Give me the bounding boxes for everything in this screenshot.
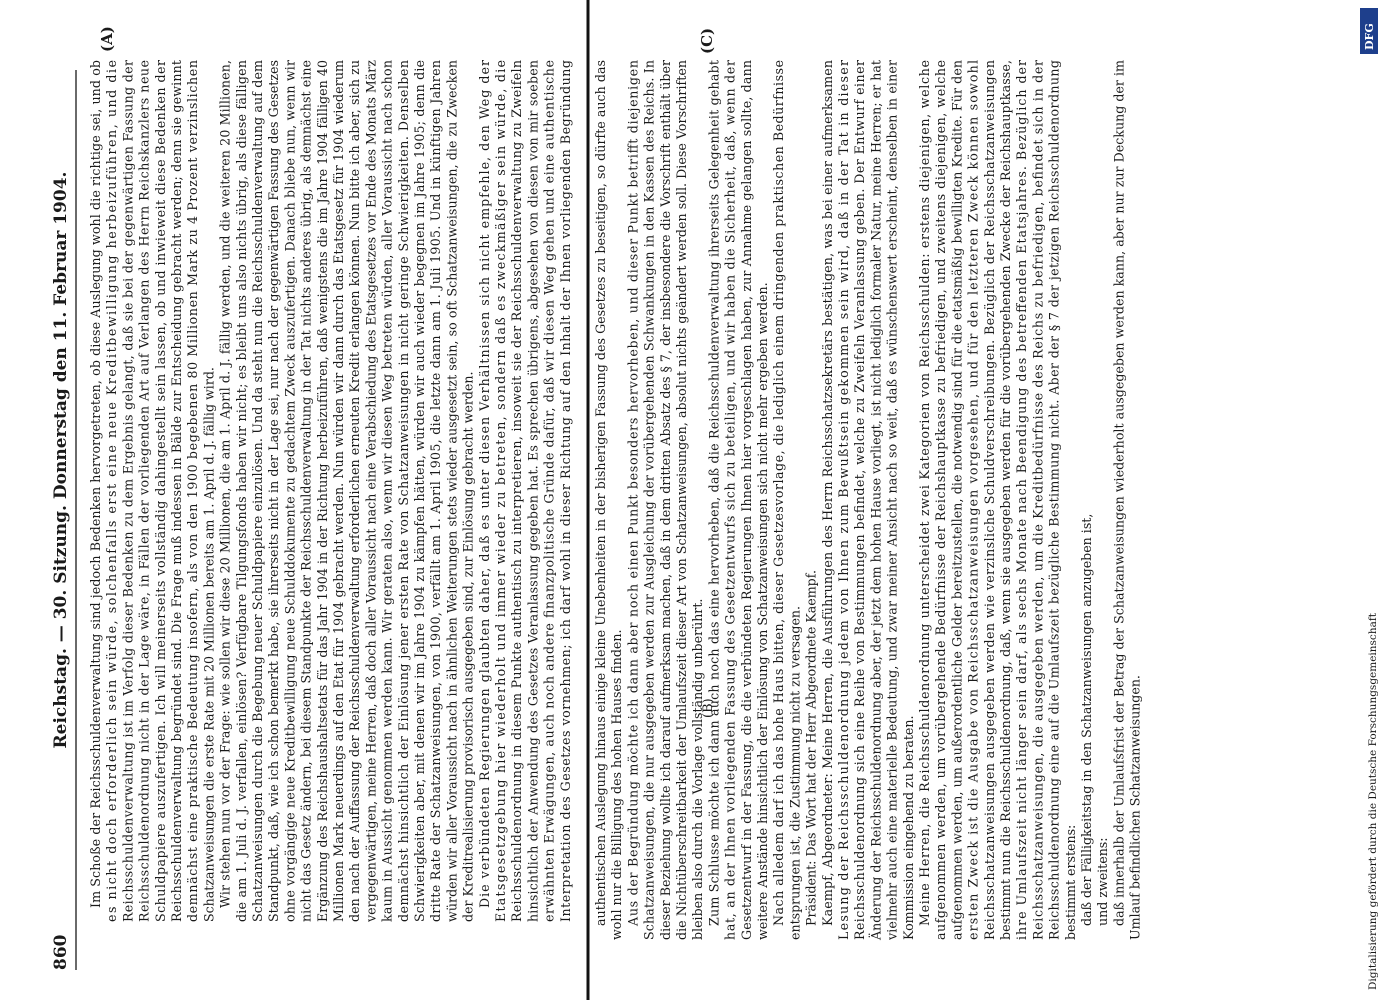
margin-label-c: (C) xyxy=(698,27,716,54)
body-paragraph: daß der Fälligkeitstag in den Schatzanweisungen anzugeben ist, xyxy=(1079,513,1094,926)
margin-label-b: (B) xyxy=(701,698,716,718)
right-column-text xyxy=(593,59,1143,941)
body-paragraph: authentischen Auslegung hinaus einige kleine Unebenheiten in der bisherigen Fassung des Gesetzes zu beseitigen, so dürfte auch daswohl nur die Billigung des hohen Hauses finden. xyxy=(593,60,625,940)
body-paragraph: Aus der Begründung möchte ich dann aber noch einen Punkt besonders hervorheben, und dieser Punkt betrifft diejenigenSchatzanweisungen, die nur ausgegeben werden zur Ausgleichung der vorübergehenden Schwankungen in den Kassen des Reichs. Indieser Beziehung wollte ich darauf aufmerksam machen, daß in dem dritten Absatz des § 7, der insbesondere die Vorschrift enthält überdie Nichtüberschreitbarkeit der Umlaufszeit dieser Art von Schatzanweisungen, absolut nichts geändert werden soll. Diese Vorschriftenbleiben also durch die Vorlage vollständig unberührt. xyxy=(625,60,706,940)
body-paragraph: Zum Schlusse möchte ich dann auch noch das eine hervorheben, daß die Reichsschuldenverwaltung ihrerseits Gelegenheit gehabthat, an der Ihnen vorliegenden Fassung des Gesetzentwurfs sich zu beteiligen, und wir haben die Sicherheit, daß, wenn derGesetzentwurf in der Fassung, die die verbündeten Regierungen Ihnen hier vorgeschlagen haben, zur Annahme gelangen sollte, dannweitere Anstände hinsichtlich der Einlösung von Schatzanweisungen sich nicht mehr ergeben werden. xyxy=(706,60,770,940)
page-number: 860 xyxy=(51,934,71,970)
dfg-logo-text: DFG xyxy=(1363,23,1376,50)
body-paragraph: und zweitens: xyxy=(1095,837,1111,926)
body-paragraph: Meine Herren, die Reichsschuldenordnung unterscheidet zwei Kategorien von Reichsschulden: erstens diejenigen, welcheaufgenommen werden, um vorübergehende Bedürfnisse der Reichshauptkasse zu befriedigen, und zweitens diejenigen, welcheaufgenommen werden, um außerordentliche Gelder bereitzustellen, die notwendig sind für die etatsmäßig bewilligten Kredite. Für denersten Zweck ist die Ausgabe von Reichsschatzanweisungen vorgesehen, und für den letzteren Zweck können sowohlReichsschatzanweisungen ausgegeben werden wie verzinsliche Schuldverschreibungen. Bezüglich der Reichsschatzanweisungenbestimmt nun die Reichsschuldenordnung, daß, wenn sie ausgegeben werden für die vorübergehenden Zwecke der Reichshauptkasse,ihre Umlaufszeit nicht länger sein darf, als sechs Monate nach Beendigung des betreffenden Etatsjahres. Bezüglich derReichsschatzanweisungen, die ausgegeben werden, um die Kreditbedürfnisse des Reichs zu befriedigen, befindet sich in derReichsschuldenordnung eine auf die Umlaufszeit bezügliche Bestimmung nicht. Aber der § 7 der jetzigen Reichsschuldenordnungbestimmt erstens: xyxy=(917,60,1078,940)
body-paragraph: daß innerhalb der Umlaufsfrist der Betrag der Schatzanweisungen wiederholt ausgegeben werden kann, aber nur zur Deckung der imUmlauf befindlichen Schatzanweisungen. xyxy=(1111,60,1143,940)
left-column-text xyxy=(88,59,573,923)
body-paragraph: Im Schoße der Reichsschuldenverwaltung sind jedoch Bedenken hervorgetreten, ob diese Auslegung wohl die richtige sei, und obes nicht doch erforderlich sein würde, solchenfalls erst eine neue Kreditbewilligung herbeizuführen, und dieReichsschuldenverwaltung ist im Verfolg dieser Bedenken zu dem Ergebnis gelangt, daß sie bei der gegenwärtigen Fassung derReichsschuldenordnung nicht in der Lage wäre, in Fällen der vorliegenden Art auf Verlangen des Herrn Reichskanzlers neueSchuldpapiere auszufertigen. Ich will meinerseits vollständig dahingestellt sein lassen, ob und inwieweit diese Bedenken derReichsschuldenverwaltung begründet sind. Die Frage muß indessen in Bälde zur Entscheidung gebracht werden; denn sie gewinntdemnächst eine praktische Bedeutung insofern, als von den 1900 begebenen 80 Millionen Mark zu 4 Prozent verzinslichenSchatzanweisungen die erste Rate mit 20 Millionen bereits am 1. April d. J. fällig wird. xyxy=(88,60,217,922)
body-paragraph: Die verbündeten Regierungen glaubten daher, daß es unter diesen Verhältnissen sich nicht empfehle, den Weg derEtatsgesetzgebung hier wiederholt und immer wieder zu betreten, sondern daß es zweckmäßiger sein würde, dieReichsschuldenordnung in diesem Punkte authentisch zu interpretieren, insoweit sie der Reichsschuldenverwaltung zu Zweifelnhinsichtlich der Anwendung des Gesetzes Veranlassung gegeben hat. Es sprechen übrigens, abgesehen von diesen von mir soebenerwähnten Erwägungen, auch noch andere finanzpolitische Gründe dafür, daß wir diesen Weg gehen und eine authentischeInterpretation des Gesetzes vornehmen; ich darf wohl in dieser Richtung auf den Inhalt der Ihnen vorliegenden Begründung xyxy=(476,59,573,922)
dfg-logo xyxy=(1360,8,1378,54)
body-paragraph: Präsident: Das Wort hat der Herr Abgeordnete Kaempf. xyxy=(803,570,819,926)
body-paragraph: Nach alledem darf ich das hohe Haus bitten, dieser Gesetzesvorlage, die lediglich einem dringenden praktischen Bedürfnisseentsprungen ist, die Zustimmung nicht zu versagen. xyxy=(771,60,803,940)
digitization-note xyxy=(1367,612,1379,990)
margin-label-a: (A) xyxy=(98,26,116,52)
running-title: Reichstag. — 30. Sitzung. Donnerstag den 11. Februar 1904. xyxy=(51,171,71,749)
body-paragraph: Kaempf, Abgeordneter: Meine Herren, die Ausführungen des Herrn Reichsschatzsekretärs bestätigen, was bei einer aufmerksamenLesung der Reichsschuldenordnung jedem von Ihnen zum Bewußtsein gekommen sein wird, daß in der Tat in dieserReichsschuldenordnung sich eine Reihe von Bestimmungen befindet, welche zu Zweifeln Veranlassung geben. Der Entwurf einerÄnderung der Reichsschuldenordnung aber, der jetzt dem hohen Hause vorliegt, ist nicht lediglich formaler Natur, meine Herren; er hatvielmehr auch eine materielle Bedeutung, und zwar meiner Ansicht nach so weit, daß es wünschenswert erscheint, denselben in einerKommission eingehend zu beraten. xyxy=(819,59,916,940)
body-paragraph: Wir stehen nun vor der Frage: wie sollen wir diese 20 Millionen, die am 1. April d. J. fällig werden, und die weiteren 20 Millionen,die am 1. Juli d. J. verfallen, einlösen? Verfügbare Tilgungsfonds haben wir nicht; es bleibt uns also nichts übrig, als diese fälligenSchatzanweisungen durch die Begebung neuer Schuldpapiere einzulösen. Und da steht nun die Reichsschuldenverwaltung auf demStandpunkt, daß, wie ich schon bemerkt habe, sie ihrerseits nicht in der Lage sei, nur nach der gegenwärtigen Fassung des Gesetzesohne vorgängige neue Kreditbewilligung neue Schulddokumente zu gedachtem Zweck auszufertigen. Danach bliebe nun, wenn wirnicht das Gesetz ändern, bei diesem Standpunkte der Reichsschuldenverwaltung in der Tat nichts anderes übrig, als demnächst eineErgänzung des Reichshaushaltsetats für das Jahr 1904 in der Richtung herbeizuführen, daß wenigstens die im Jahre 1904 fälligen 40Millionen Mark neuerdings auf den Etat für 1904 gebracht werden. Nun würden wir dann durch das Etatsgesetz für 1904 wiederumden nach der Auffassung der Reichsschuldenverwaltung erforderlichen erneuten Kredit erlangen können. Nun bitte ich aber, sich zuvergegenwärtigen, meine Herren, daß doch aller Voraussicht nach eine Verabschiedung des Etatsgesetzes vor Ende des Monats Märzkaum in Aussicht genommen werden kann. Wir geraten also, wenn wir diesen Weg betreten würden, aller Voraussicht nach schondemnächst hinsichtlich der Einlösung jener ersten Rate von Schatzanweisungen in nicht geringe Schwierigkeiten. DenselbenSchwierigkeiten aber, mit denen wir im Jahre 1904 zu kämpfen hätten, würden wir auch wieder begegnen im Jahre 1905; denn diedritte Rate der Schatzanweisungen, von 1900, verfällt am 1. April 1905, die letzte dann am 1. Juli 1905. Und in künftigen Jahrenwürden wir aller Voraussicht nach in ähnlichen Weiterungen stets wieder ausgesetzt sein, so oft Schatzanweisungen, die zu Zweckender Kreditrealisierung provisorisch ausgegeben sind, zur Einlösung gebracht werden. xyxy=(217,60,476,922)
digitization-note-text: Digitalisierung gefördert durch die Deutsche Forschungsgemeinschaft xyxy=(1367,613,1379,990)
